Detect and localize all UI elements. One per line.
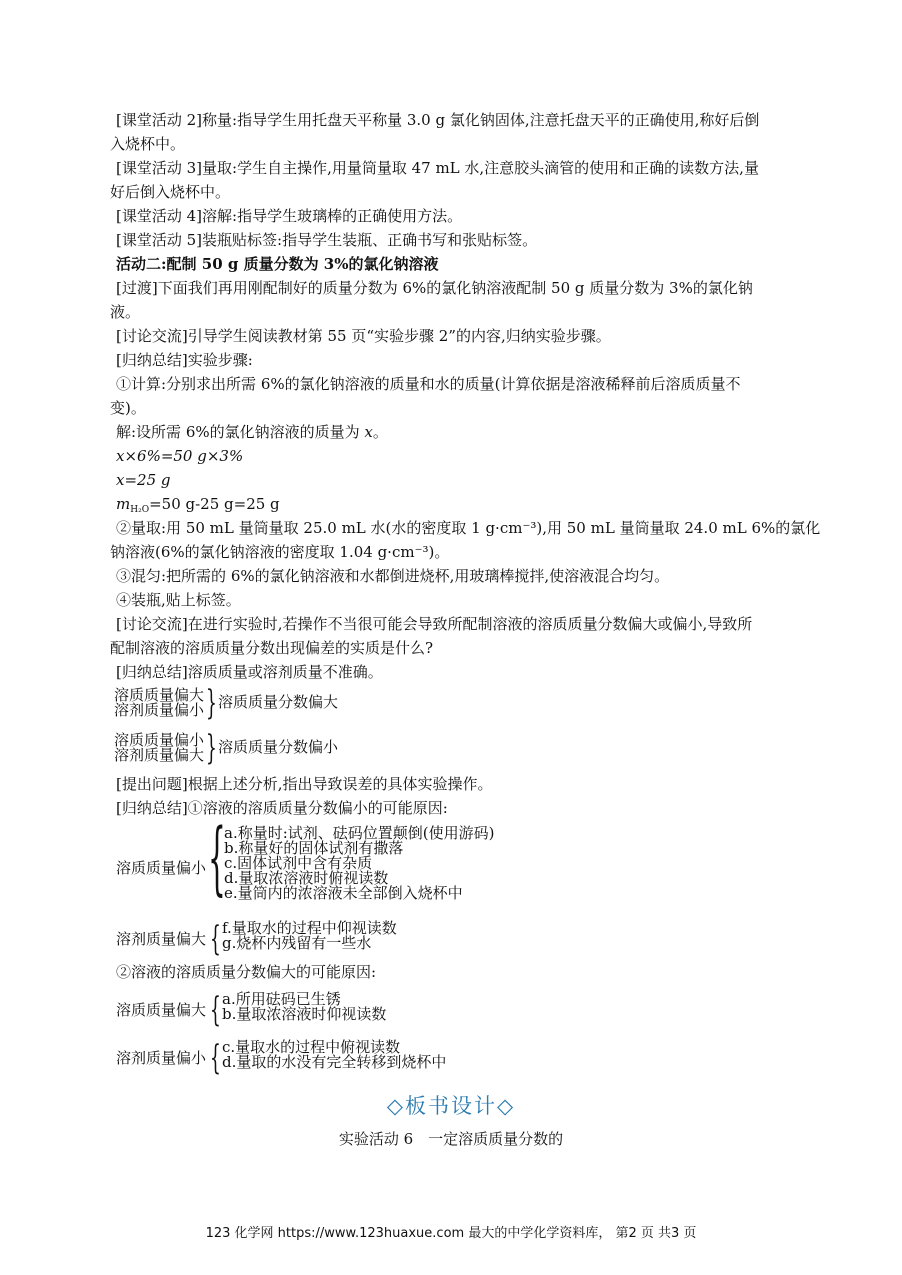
brace-right-icon: } [206,728,217,768]
list-item: a.称量时:试剂、砝码位置颠倒(使用游码) [224,824,495,842]
activity-two-heading: 活动二:配制 50 g 质量分数为 3%的氯化钠溶液 [116,255,439,273]
activity5-line: [课堂活动 5]装瓶贴标签:指导学生装瓶、正确书写和张贴标签。 [116,231,538,249]
brace-left-icon: { [208,811,226,904]
list-item: c.固体试剂中含有杂质 [224,854,373,872]
transition-line-cont: 液。 [110,303,141,321]
brace-left-icon: { [210,919,221,959]
list-item: b.称量好的固体试剂有撒落 [224,839,404,857]
list-item: f.量取水的过程中仰视读数 [222,919,397,937]
list-item: a.所用砝码已生锈 [222,990,341,1008]
summary3-line: [归纳总结]①溶液的溶质质量分数偏小的可能原因: [116,799,448,817]
activity3-line-cont: 好后倒入烧杯中。 [110,183,231,201]
diagram2-result: 溶质质量分数偏小 [218,738,339,756]
list-item: d.量取的水没有完全转移到烧杯中 [222,1053,447,1071]
list-item: d.量取浓溶液时俯视读数 [224,869,389,887]
summary2-line: [归纳总结]溶质质量或溶剂质量不准确。 [116,663,383,681]
transition-line: [过渡]下面我们再用刚配制好的质量分数为 6%的氯化钠溶液配制 50 g 质量分数为 3%的氯化钠 [116,279,753,297]
summary-steps-line: [归纳总结]实验步骤: [116,351,253,369]
step1-line: ①计算:分别求出所需 6%的氯化钠溶液的质量和水的质量(计算依据是溶液稀释前后溶质质量不 [116,375,741,393]
discussion-line: [讨论交流]引导学生阅读教材第 55 页“实验步骤 2”的内容,归纳实验步骤。 [116,327,611,345]
step3-line: ③混匀:把所需的 6%的氯化钠溶液和水都倒进烧杯,用玻璃棒搅拌,使溶液混合均匀。 [116,567,670,585]
step4-line: ④装瓶,贴上标签。 [116,591,241,609]
activity4-line: [课堂活动 4]溶解:指导学生玻璃棒的正确使用方法。 [116,207,463,225]
brace-right-icon: } [206,683,217,723]
solution-line: 解:设所需 6%的氯化钠溶液的质量为 x。 [116,423,388,441]
step1-line-cont: 变)。 [110,399,146,417]
diagram1-result: 溶质质量分数偏大 [218,693,339,711]
activity2-line-cont: 入烧杯中。 [110,135,186,153]
brace-left-icon: { [210,1038,221,1078]
board-design-subtitle: 实验活动 6 一定溶质质量分数的 [338,1130,564,1148]
page-footer: 123 化学网 https://www.123huaxue.com 最大的中学化学资料库， 第2 页 共3 页 [205,1226,697,1241]
group-label: 溶剂质量偏大 [116,930,207,948]
discussion2-line-cont: 配制溶液的溶质质量分数出现偏差的实质是什么? [110,639,434,657]
group-label: 溶质质量偏大 [116,1001,207,1019]
equation-1: x×6%=50 g×3% [116,447,244,465]
list-item: c.量取水的过程中俯视读数 [222,1038,401,1056]
discussion2-line: [讨论交流]在进行实验时,若操作不当很可能会导致所配制溶液的溶质质量分数偏大或偏小,导致所 [116,615,753,633]
diagram2-item-a: 溶质质量偏小 [114,731,205,749]
step2-line: ②量取:用 50 mL 量筒量取 25.0 mL 水(水的密度取 1 g·cm⁻³),用 50 mL 量筒量取 24.0 mL 6%的氯化 [116,519,821,537]
equation-3: $m_{H_2O}=50$ g-25 g=25 g [116,495,280,515]
list-item: b.量取浓溶液时仰视读数 [222,1005,387,1023]
diagram1-item-a: 溶质质量偏大 [114,686,205,704]
step2-line-cont: 钠溶液(6%的氯化钠溶液的密度取 1.04 g·cm⁻³)。 [110,543,450,561]
summary4-line: ②溶液的溶质质量分数偏大的可能原因: [116,963,377,981]
list-item: e.量筒内的浓溶液未全部倒入烧杯中 [224,884,463,902]
diagram1-item-b: 溶剂质量偏小 [114,701,205,719]
group-label: 溶质质量偏小 [116,859,207,877]
brace-left-icon: { [210,990,221,1030]
activity3-line: [课堂活动 3]量取:学生自主操作,用量筒量取 47 mL 水,注意胶头滴管的使用和正确的读数方法,量 [116,159,759,177]
diagram2-item-b: 溶剂质量偏大 [114,746,205,764]
equation-2: x=25 g [116,471,171,489]
activity2-line: [课堂活动 2]称量:指导学生用托盘天平称量 3.0 g 氯化钠固体,注意托盘天平的正确使用,称好后倒 [116,111,760,129]
question-line: [提出问题]根据上述分析,指出导致误差的具体实验操作。 [116,775,493,793]
board-design-title: ◇板书设计◇ [386,1094,516,1118]
list-item: g.烧杯内残留有一些水 [222,934,372,952]
group-label: 溶剂质量偏小 [116,1049,207,1067]
